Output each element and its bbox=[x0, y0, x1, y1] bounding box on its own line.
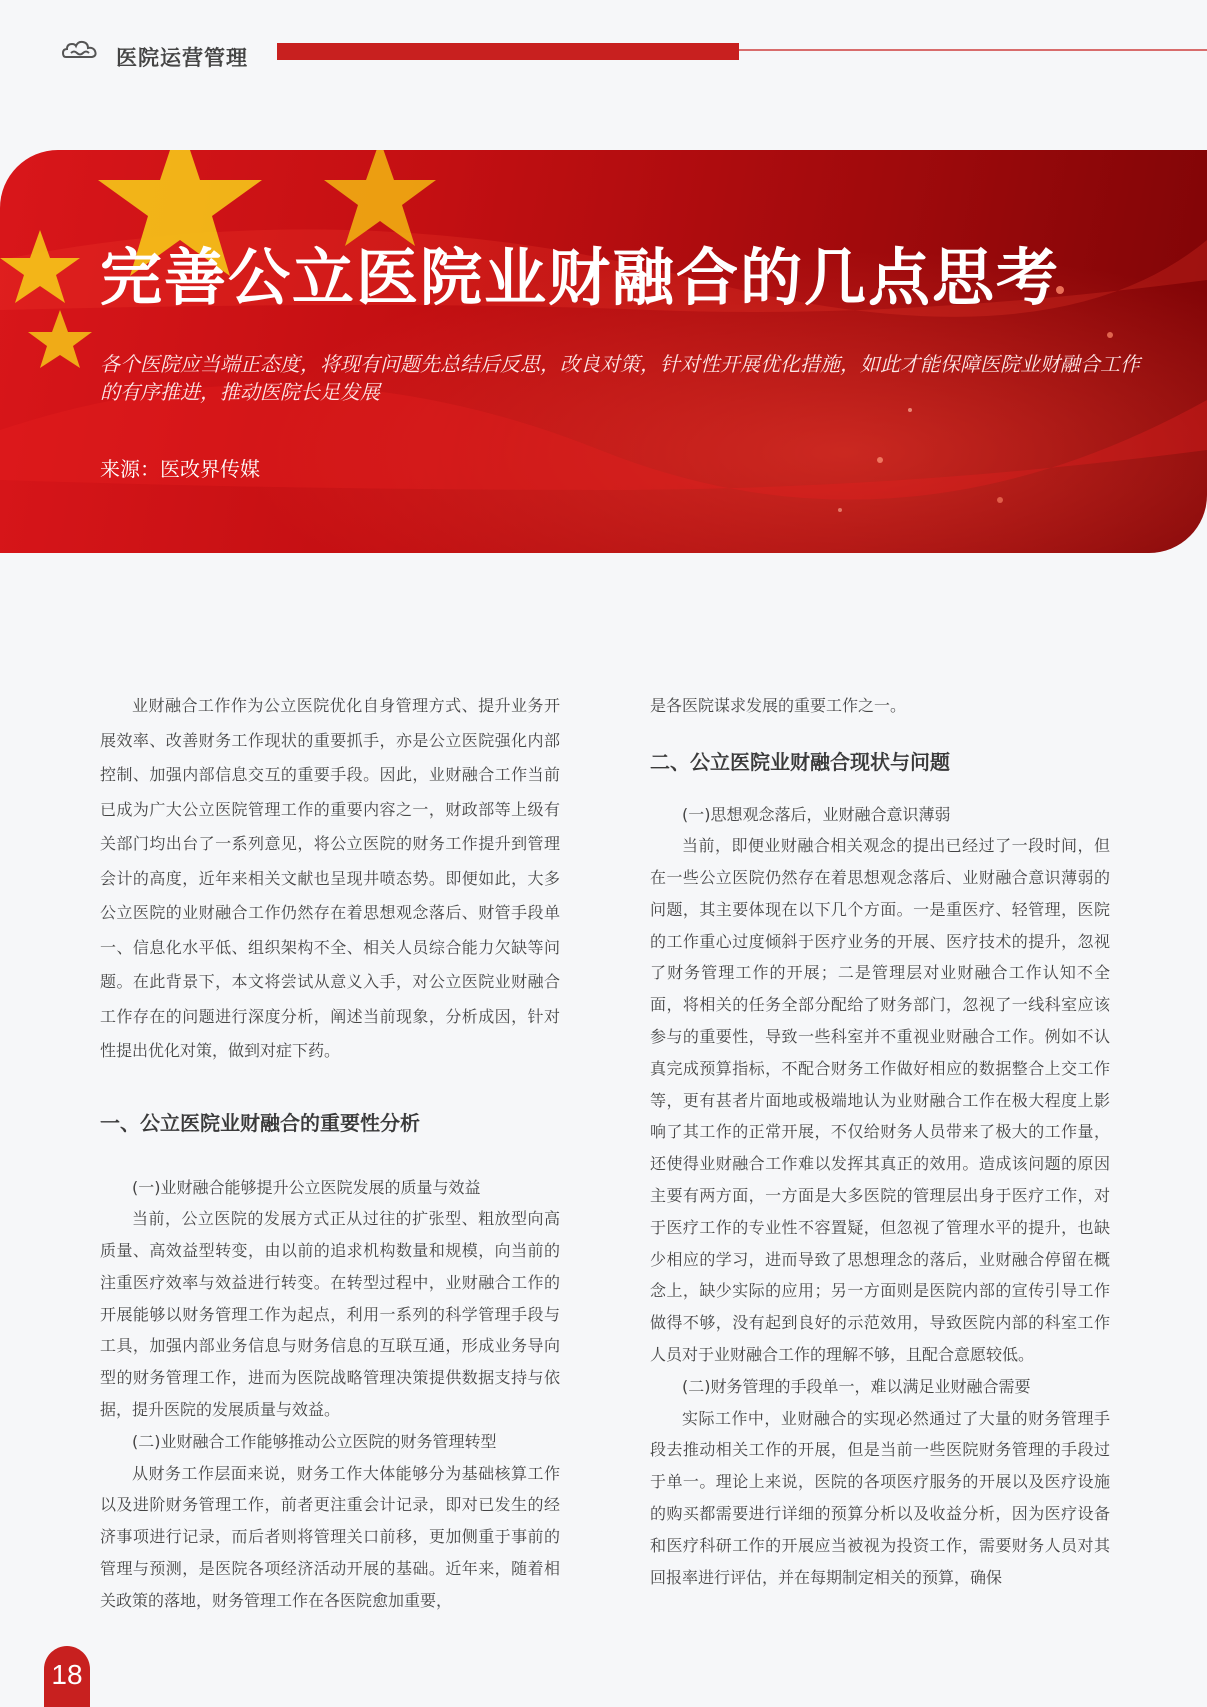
paragraph-1-1: 当前，公立医院的发展方式正从过往的扩张型、粗放型向高质量、高效益型转变，由以前的追求机构数量和规模，向当前的注重医疗效率与效益进行转变。在转型过程中，业财融合工作的开展能够以财务管理工作为起点，利用一系列的科学管理手段与工具，加强内部业务信息与财务信息的互联互通，形成业务导向型的财务管理工作，进而为医院战略管理决策提供数据支持与依据，提升医院的发展质量与效益。 bbox=[100, 1209, 560, 1420]
page-number: 18 bbox=[44, 1646, 90, 1707]
article-subtitle: 各个医院应当端正态度，将现有问题先总结后反思，改良对策，针对性开展优化措施，如此才能保障医院业财融合工作的有序推进，推动医院长足发展 bbox=[100, 352, 1140, 404]
paragraph-2-1: 当前，即便业财融合相关观念的提出已经过了一段时间，但在一些公立医院仍然存在着思想观念落后、业财融合意识薄弱的问题，其主要体现在以下几个方面。一是重医疗、轻管理，医院的工作重心过度倾斜于医疗业务的开展、医疗技术的提升，忽视了财务管理工作的开展；二是管理层对业财融合工作认知不全面，将相关的任务全部分配给了财务部门，忽视了一线科室应该参与的重要性，导致一些科室并不重视业财融合工作。例如不认真完成预算指标，不配合财务工作做好相应的数据整合上交工作等，更有甚者片面地或极端地认为业财融合工作在极大程度上影响了其工作的正常开展，不仅给财务人员带来了极大的工作量，还使得业财融合工作难以发挥其真正的效用。造成该问题的原因主要有两方面，一方面是大多医院的管理层出身于医疗工作，对于医疗工作的专业性不容置疑，但忽视了管理水平的提升，也缺少相应的学习，进而导致了思想理念的落后，业财融合停留在概念上，缺少实际的应用；另一方面则是医院内部的宣传引导工作做得不够，没有起到良好的示范效用，导致医院内部的科室工作人员对于业财融合工作的理解不够，且配合意愿较低。 bbox=[650, 836, 1110, 1365]
section-heading-2: 二、公立医院业财融合现状与问题 bbox=[650, 749, 950, 774]
header-accent-bar bbox=[277, 43, 739, 60]
subheading-2-2: (二)财务管理的手段单一，难以满足业财融合需要 bbox=[682, 1376, 1031, 1396]
header-divider-line bbox=[739, 49, 1207, 51]
subheading-2-1: (一)思想观念落后，业财融合意识薄弱 bbox=[682, 804, 951, 824]
paragraph-1-2: 从财务工作层面来说，财务工作大体能够分为基础核算工作以及进阶财务管理工作，前者更注重会计记录，即对已发生的经济事项进行记录，而后者则将管理关口前移，更加侧重于事前的管理与预测，是医院各项经济活动开展的基础。近年来，随着相关政策的落地，财务管理工作在各医院愈加重要， bbox=[100, 1463, 560, 1610]
intro-paragraph: 业财融合工作作为公立医院优化自身管理方式、提升业务开展效率、改善财务工作现状的重要抓手，亦是公立医院强化内部控制、加强内部信息交互的重要手段。因此，业财融合工作当前已成为广大公立医院管理工作的重要内容之一，财政部等上级有关部门均出台了一系列意见，将公立医院的财务工作提升到管理会计的高度，近年来相关文献也呈现井喷态势。即便如此，大多公立医院的业财融合工作仍然存在着思想观念落后、财管手段单一、信息化水平低、组织架构不全、相关人员综合能力欠缺等问题。在此背景下，本文将尝试从意义入手，对公立医院业财融合工作存在的问题进行深度分析，阐述当前现象，分析成因，针对性提出优化对策，做到对症下药。 bbox=[100, 696, 560, 1060]
section-heading-1: 一、公立医院业财融合的重要性分析 bbox=[100, 1110, 420, 1135]
continued-paragraph: 是各医院谋求发展的重要工作之一。 bbox=[650, 696, 907, 715]
page-header bbox=[0, 0, 1207, 110]
left-column bbox=[100, 689, 560, 1617]
section-title: 医院运营管理 bbox=[116, 46, 248, 70]
subheading-1-2: (二)业财融合工作能够推动公立医院的财务管理转型 bbox=[132, 1431, 497, 1451]
article-source: 来源：医改界传媒 bbox=[100, 457, 260, 481]
cloud-logo-icon bbox=[62, 40, 98, 62]
paragraph-2-2: 实际工作中，业财融合的实现必然通过了大量的财务管理手段去推动相关工作的开展，但是当前一些医院财务管理的手段过于单一。理论上来说，医院的各项医疗服务的开展以及医疗设施的购买都需要进行详细的预算分析以及收益分析，因为医疗设备和医疗科研工作的开展应当被视为投资工作，需要财务人员对其回报率进行评估，并在每期制定相关的预算，确保 bbox=[650, 1408, 1110, 1587]
right-column bbox=[650, 689, 1110, 1593]
hero-banner bbox=[0, 150, 1207, 553]
article-title: 完善公立医院业财融合的几点思考 bbox=[100, 241, 1061, 314]
subheading-1-1: (一)业财融合能够提升公立医院发展的质量与效益 bbox=[132, 1177, 481, 1197]
